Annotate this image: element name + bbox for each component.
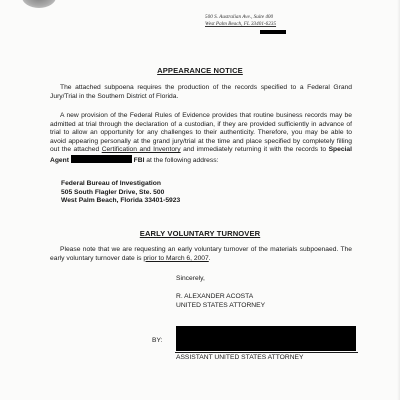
signatory-name: R. ALEXANDER ACOSTA xyxy=(176,293,254,300)
turnover-text-b: . xyxy=(208,254,211,262)
fbi-label: FBI xyxy=(133,156,145,164)
redaction-bar xyxy=(260,30,286,34)
signatory-title: UNITED STATES ATTORNEY xyxy=(176,301,266,309)
signature-redaction xyxy=(176,326,356,351)
notice-paragraph-2-text-c: at the following address: xyxy=(144,156,219,164)
signature-line xyxy=(175,352,358,353)
department-seal-icon xyxy=(22,0,56,8)
assistant-attorney-title: ASSISTANT UNITED STATES ATTORNEY xyxy=(176,354,304,361)
certification-inventory-text: Certification and Inventory xyxy=(101,146,181,154)
special-agent-label: Special Agent xyxy=(50,146,352,164)
closing-text: Sincerely, xyxy=(176,275,205,282)
by-label: BY: xyxy=(152,337,163,344)
address-line-2: West Palm Beach, FL 33401-6235 xyxy=(205,20,277,27)
notice-paragraph-2-text-a: A new provision of the Federal Rules of Evidence provides that routine business records may be admitted at trial through the declaration of a custodian, if they are provided sufficiently in advance of trial to allow an opportunity for any challenges to their authenticity. Therefore, you may be able to avoid appearing personally at the grand jury/trial at the time and place specified by completely filling out the attached xyxy=(50,112,352,154)
address-street: 505 South Flagler Drive, Ste. 500 xyxy=(61,188,165,196)
agent-name-redaction-2 xyxy=(108,155,132,163)
early-turnover-heading: EARLY VOLUNTARY TURNOVER xyxy=(139,229,261,238)
appearance-notice-heading: APPEARANCE NOTICE xyxy=(157,66,243,75)
fbi-mailing-address xyxy=(61,180,180,206)
address-org: Federal Bureau of Investigation xyxy=(61,180,161,187)
notice-paragraph-2 xyxy=(50,112,352,166)
turnover-paragraph xyxy=(50,246,352,263)
address-city: West Palm Beach, Florida 33401-5923 xyxy=(61,197,181,205)
agent-name-redaction xyxy=(71,155,109,163)
signatory-block xyxy=(176,293,265,310)
notice-paragraph-1: The attached subpoena requires the production of the records specified to a Federal Grand Jury/Trial in the Southern District of Florida. xyxy=(50,84,352,100)
turnover-date: prior to March 6, 2007 xyxy=(143,254,209,262)
turnover-text-a: Please note that we are requesting an early voluntary turnover of the materials subpoenaed. The early voluntary turnover date is xyxy=(50,246,352,262)
closing xyxy=(176,275,205,284)
letterhead-address xyxy=(205,14,276,27)
notice-paragraph-2-text-b: and immediately returning it with the records to xyxy=(180,146,329,154)
address-line-1: 500 S. Australian Ave., Suite 400 xyxy=(205,14,274,20)
